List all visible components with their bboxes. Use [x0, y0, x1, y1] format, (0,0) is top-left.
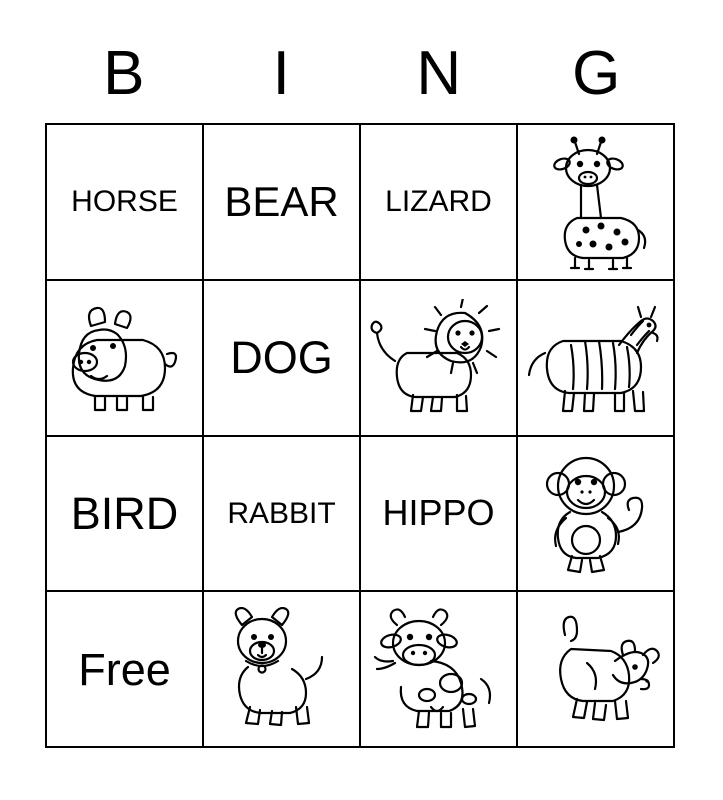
- bingo-cell[interactable]: [361, 281, 518, 437]
- cell-label-dog: DOG: [230, 332, 333, 383]
- bingo-cell[interactable]: [361, 592, 518, 748]
- bingo-cell[interactable]: [47, 281, 204, 437]
- cell-label-free: Free: [78, 643, 171, 695]
- bingo-cell[interactable]: [204, 437, 361, 593]
- header-letter-n: N: [416, 39, 462, 108]
- cell-label-hippo: HIPPO: [382, 492, 495, 534]
- cell-label-horse: HORSE: [71, 185, 178, 219]
- bingo-cell[interactable]: [204, 281, 361, 437]
- lion-icon: [361, 281, 516, 435]
- giraffe-icon: [518, 125, 673, 279]
- dog-icon: [204, 592, 359, 746]
- bingo-cell[interactable]: [361, 437, 518, 593]
- bingo-cell[interactable]: [518, 281, 675, 437]
- cell-label-bear: BEAR: [224, 177, 339, 225]
- monkey-icon: [518, 437, 673, 591]
- header-letter-b: B: [103, 39, 145, 108]
- cell-label-bird: BIRD: [70, 487, 179, 539]
- pig-icon: [47, 281, 202, 435]
- bingo-cell[interactable]: [361, 125, 518, 281]
- bingo-cell[interactable]: [204, 592, 361, 748]
- bingo-cell[interactable]: [518, 437, 675, 593]
- cell-label-rabbit: RABBIT: [227, 496, 336, 530]
- goat-icon: [518, 592, 673, 746]
- bingo-grid: [45, 123, 675, 748]
- bingo-header: [45, 40, 675, 108]
- zebra-icon: [518, 281, 673, 435]
- bingo-cell[interactable]: [47, 125, 204, 281]
- bingo-cell[interactable]: [204, 125, 361, 281]
- cell-label-lizard: LIZARD: [385, 185, 492, 219]
- bingo-cell[interactable]: [518, 592, 675, 748]
- bingo-cell[interactable]: [47, 437, 204, 593]
- header-letter-i: I: [272, 39, 290, 108]
- bingo-cell[interactable]: [47, 592, 204, 748]
- header-letter-g: G: [572, 39, 621, 108]
- cow-icon: [361, 592, 516, 746]
- bingo-cell[interactable]: [518, 125, 675, 281]
